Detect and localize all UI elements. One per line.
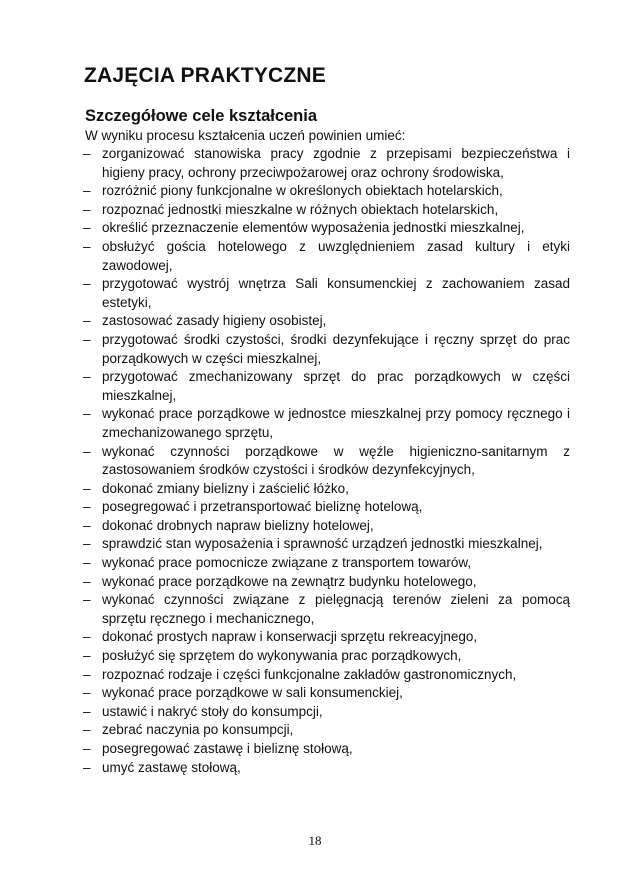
bullet-dash: – <box>83 592 91 608</box>
bullet-dash: – <box>83 703 91 719</box>
list-item <box>80 721 570 740</box>
bullet-dash: – <box>83 313 91 329</box>
list-item-text: wykonać czynności porządkowe w węźle higieniczno-sanitarnym z zastosowaniem środków czystości i środków dezynfekcyjnych, <box>102 443 570 478</box>
page-title: ZAJĘCIA PRAKTYCZNE <box>84 64 327 87</box>
bullet-dash: – <box>83 183 91 199</box>
intro-text: W wyniku procesu kształcenia uczeń powinien umieć: <box>85 128 406 143</box>
bullet-dash: – <box>83 555 91 571</box>
list-item <box>80 740 570 759</box>
list-item-text: ustawić i nakryć stoły do konsumpcji, <box>102 703 323 719</box>
list-item <box>80 331 570 368</box>
bullet-dash: – <box>83 685 91 701</box>
list-item <box>80 219 570 238</box>
list-item-text: zorganizować stanowiska pracy zgodnie z przepisami bezpieczeństwa i higieny pracy, ochrony przeciwpożarowej oraz ochrony środowiska, <box>102 146 570 180</box>
list-item <box>80 573 570 592</box>
list-item-text: wykonać czynności związane z pielęgnacją terenów zieleni za pomocą sprzętu ręcznego i mechanicznego, <box>102 592 570 626</box>
bullet-dash: – <box>83 722 91 738</box>
list-item <box>80 554 570 573</box>
list-item-text: dokonać prostych napraw i konserwacji sprzętu rekreacyjnego, <box>102 629 478 645</box>
list-item-text: zebrać naczynia po konsumpcji, <box>102 722 294 738</box>
list-item-text: wykonać prace porządkowe w jednostce mieszkalnej przy pomocy ręcznego i zmechanizowanego sprzętu, <box>102 406 570 440</box>
list-item-text: obsłużyć gościa hotelowego z uwzględnieniem zasad kultury i etyki zawodowej, <box>102 238 570 273</box>
list-item-text: wykonać prace porządkowe w sali konsumenckiej, <box>102 685 403 701</box>
bullet-dash: – <box>83 629 91 645</box>
objectives-list <box>80 145 570 777</box>
list-item <box>80 498 570 517</box>
list-item <box>80 182 570 201</box>
bullet-dash: – <box>83 517 91 533</box>
list-item <box>80 684 570 703</box>
list-item-text: posłużyć się sprzętem do wykonywania prac porządkowych, <box>102 648 462 664</box>
list-item-text: przygotować środki czystości, środki dezynfekujące i ręczny sprzęt do prac porządkowych w części mieszkalnej, <box>102 331 570 366</box>
bullet-dash: – <box>83 499 91 515</box>
list-item <box>80 201 570 220</box>
list-item-text: posegregować i przetransportować bieliznę hotelową, <box>102 499 423 515</box>
list-item-text: rozpoznać rodzaje i części funkcjonalne zakładów gastronomicznych, <box>102 666 517 682</box>
bullet-dash: – <box>83 573 91 589</box>
bullet-dash: – <box>83 648 91 664</box>
list-item <box>80 368 570 405</box>
list-item <box>80 405 570 442</box>
bullet-dash: – <box>83 276 91 292</box>
list-item-text: zastosować zasady higieny osobistej, <box>102 313 327 329</box>
bullet-dash: – <box>83 369 91 385</box>
bullet-dash: – <box>83 443 91 459</box>
list-item-text: przygotować wystrój wnętrza Sali konsumenckiej z zachowaniem zasad estetyki, <box>102 276 570 310</box>
list-item <box>80 312 570 331</box>
list-item-text: dokonać drobnych napraw bielizny hotelowej, <box>102 517 374 533</box>
list-item <box>80 647 570 666</box>
bullet-dash: – <box>83 201 91 217</box>
list-item <box>80 666 570 685</box>
list-item-text: wykonać prace pomocnicze związane z transportem towarów, <box>102 555 472 571</box>
list-item-text: umyć zastawę stołową, <box>102 759 241 775</box>
bullet-dash: – <box>83 536 91 552</box>
bullet-dash: – <box>83 741 91 756</box>
list-item <box>80 535 570 554</box>
bullet-dash: – <box>83 220 91 236</box>
list-item-text: sprawdzić stan wyposażenia i sprawność urządzeń jednostki mieszkalnej, <box>102 536 543 552</box>
bullet-dash: – <box>83 146 91 161</box>
bullet-dash: – <box>83 666 91 682</box>
list-item-text: dokonać zmiany bielizny i zaścielić łóżko, <box>102 480 349 496</box>
bullet-dash: – <box>83 759 91 775</box>
list-item-text: przygotować zmechanizowany sprzęt do prac porządkowych w części mieszkalnej, <box>102 369 570 403</box>
list-item <box>80 591 570 628</box>
list-item-text: rozróżnić piony funkcjonalne w określonych obiektach hotelarskich, <box>102 183 503 199</box>
list-item <box>80 238 570 275</box>
list-item <box>80 275 570 312</box>
list-item-text: rozpoznać jednostki mieszkalne w różnych obiektach hotelarskich, <box>102 201 499 217</box>
list-item <box>80 703 570 722</box>
bullet-dash: – <box>83 331 91 347</box>
list-item <box>80 759 570 778</box>
list-item-text: posegregować zastawę i bieliznę stołową, <box>102 741 353 756</box>
list-item-text: wykonać prace porządkowe na zewnątrz budynku hotelowego, <box>102 573 477 589</box>
list-item <box>80 517 570 536</box>
bullet-dash: – <box>83 480 91 496</box>
list-item <box>80 443 570 480</box>
list-item <box>80 145 570 182</box>
page-number: 18 <box>308 833 322 848</box>
bullet-dash: – <box>83 406 91 422</box>
list-item-text: określić przeznaczenie elementów wyposażenia jednostki mieszkalnej, <box>102 220 525 236</box>
section-title: Szczegółowe cele kształcenia <box>85 107 318 125</box>
list-item <box>80 628 570 647</box>
bullet-dash: – <box>83 238 91 254</box>
list-item <box>80 480 570 499</box>
